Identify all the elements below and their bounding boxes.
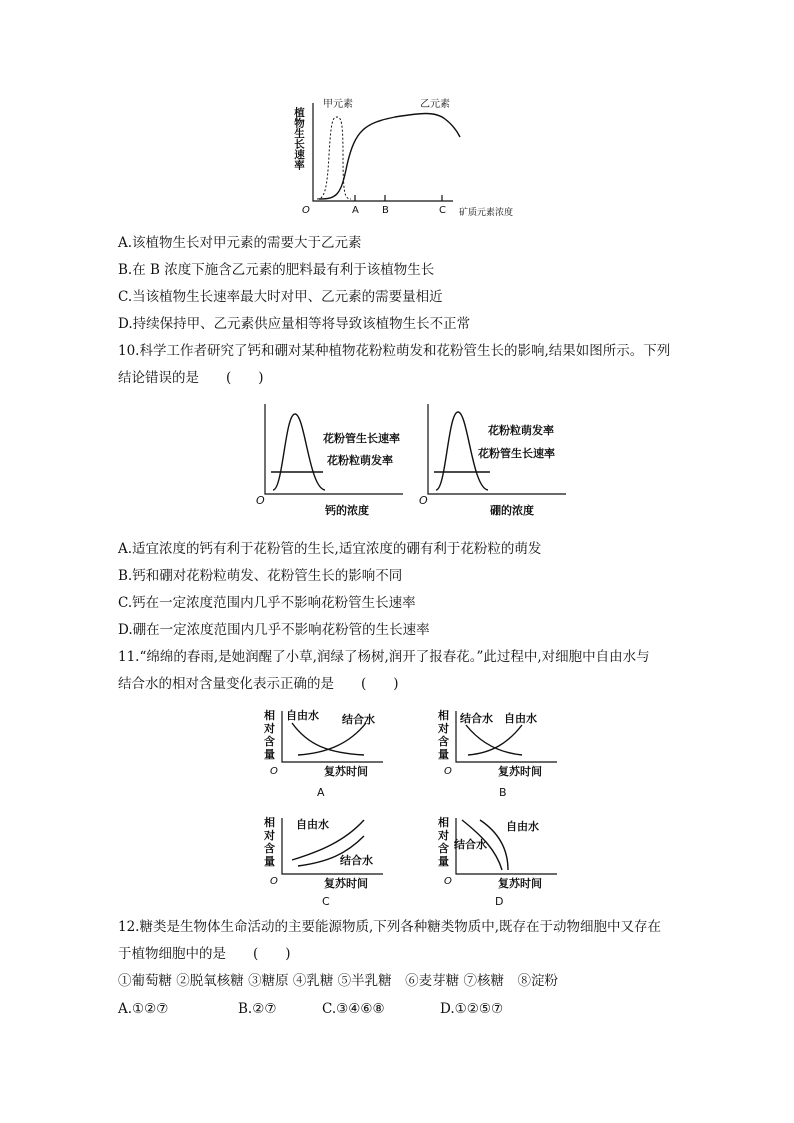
q12-stem-line2: 于植物细胞中的是 ( ) [118,946,291,962]
fig1-origin: O [302,205,310,216]
boron-xlabel: 硼的浓度 [490,504,534,517]
q11-panel-b [432,705,572,805]
calcium-xlabel: 钙的浓度 [325,504,369,517]
q10-option-b: B.钙和硼对花粉粒萌发、花粉管生长的影响不同 [118,568,403,584]
svg-text:D: D [495,895,504,908]
svg-text:量: 量 [264,855,275,868]
panel-b-bound-water-curve [466,725,522,755]
panel-b-free-water-curve [468,725,522,755]
svg-text:相: 相 [264,816,275,829]
q12-items: ①葡萄糖 ②脱氧核糖 ③糖原 ④乳糖 ⑤半乳糖 ⑥麦芽糖 ⑦核糖 ⑧淀粉 [118,973,558,989]
svg-text:相: 相 [438,709,449,722]
svg-text:相: 相 [438,816,449,829]
svg-text:O: O [270,876,278,887]
q10-option-c: C.钙在一定浓度范围内几乎不影响花粉管生长速率 [118,595,416,611]
svg-text:量: 量 [438,748,449,761]
svg-text:量: 量 [264,748,275,761]
q10-stem-line2: 结论错误的是 ( ) [118,370,264,386]
q12-option-a: A.①②⑦ [118,1001,169,1017]
calcium-label-bottom: 花粉粒萌发率 [327,454,393,467]
svg-text:复苏时间: 复苏时间 [324,877,368,890]
svg-text:O: O [256,494,265,507]
q12-option-c: C.③④⑥⑧ [322,1001,385,1017]
svg-text:含: 含 [438,735,449,748]
svg-text:相: 相 [264,709,275,722]
svg-text:对: 对 [438,829,449,842]
fig-calcium-chart [255,402,415,522]
fig1-xlabel: 矿质元素浓度 [459,208,514,218]
svg-text:复苏时间: 复苏时间 [498,877,542,890]
svg-text:自由水: 自由水 [286,709,319,722]
q9-option-d: D.持续保持甲、乙元素供应量相等将导致该植物生长不正常 [118,316,471,332]
fig1-curve-jia-label: 甲元素 [323,99,353,110]
q12-option-b: B.②⑦ [238,1001,277,1017]
svg-text:含: 含 [264,735,275,748]
svg-text:结合水: 结合水 [460,712,493,725]
fig1-curve-jia [317,117,351,199]
boron-label-bottom: 花粉管生长速率 [478,447,555,460]
calcium-label-top: 花粉管生长速率 [323,432,400,445]
svg-text:含: 含 [438,842,449,855]
svg-text:自由水: 自由水 [504,712,537,725]
q11-stem-line2: 结合水的相对含量变化表示正确的是 ( ) [118,676,399,692]
panel-a-free-water-curve [292,723,364,755]
svg-text:对: 对 [264,722,275,735]
q12-option-d: D.①②⑤⑦ [440,1001,504,1017]
q9-option-c: C.当该植物生长速率最大时对甲、乙元素的需要量相近 [118,289,443,305]
svg-text:B: B [499,786,507,799]
fig1-tick-a-label: A [352,205,359,216]
svg-text:O: O [270,766,278,777]
svg-text:自由水: 自由水 [506,820,539,833]
svg-text:O: O [444,766,452,777]
q11-panel-c [258,812,398,912]
calcium-pollen-tube-curve [273,414,325,490]
svg-text:复苏时间: 复苏时间 [498,765,542,778]
q11-panel-a [258,705,398,805]
svg-text:含: 含 [264,842,275,855]
svg-text:O: O [444,876,452,887]
boron-label-top: 花粉粒萌发率 [488,424,554,437]
q10-option-d: D.硼在一定浓度范围内几乎不影响花粉管的生长速率 [118,622,430,638]
q10-option-a: A.适宜浓度的钙有利于花粉管的生长,适宜浓度的硼有利于花粉粒的萌发 [118,541,542,557]
q11-panel-d [432,812,572,912]
q9-option-b: B.在 B 浓度下施含乙元素的肥料最有利于该植物生长 [118,262,435,278]
svg-text:结合水: 结合水 [342,713,375,726]
svg-text:结合水: 结合水 [454,838,487,851]
svg-text:复苏时间: 复苏时间 [324,765,368,778]
q9-option-a: A.该植物生长对甲元素的需要大于乙元素 [118,235,362,251]
svg-text:C: C [322,895,330,908]
fig1-ylabel: 植物生长速率 [293,107,305,170]
fig1-tick-c-label: C [439,205,446,216]
q10-stem-line1: 10.科学工作者研究了钙和硼对某种植物花粉粒萌发和花粉管生长的影响,结果如图所示。下列 [118,343,671,359]
q11-stem-line1: 11.“绵绵的春雨,是她润醒了小草,润绿了杨树,润开了报春花。”此过程中,对细胞中自由水与 [118,649,650,665]
svg-text:A: A [317,786,325,799]
svg-text:结合水: 结合水 [340,854,373,867]
fig1-curve-yi-label: 乙元素 [420,99,450,110]
q12-stem-line1: 12.糖类是生物体生命活动的主要能源物质,下列各种糖类物质中,既存在于动物细胞中又存在 [118,919,662,935]
fig1-axes [313,103,453,201]
svg-text:O: O [419,494,428,507]
svg-text:量: 量 [438,855,449,868]
svg-text:对: 对 [264,829,275,842]
svg-text:对: 对 [438,722,449,735]
fig-growth-rate-chart [285,95,535,225]
fig1-curve-yi [319,114,460,200]
svg-text:自由水: 自由水 [296,818,329,831]
fig-boron-chart [418,402,578,522]
fig1-tick-b-label: B [382,205,389,216]
